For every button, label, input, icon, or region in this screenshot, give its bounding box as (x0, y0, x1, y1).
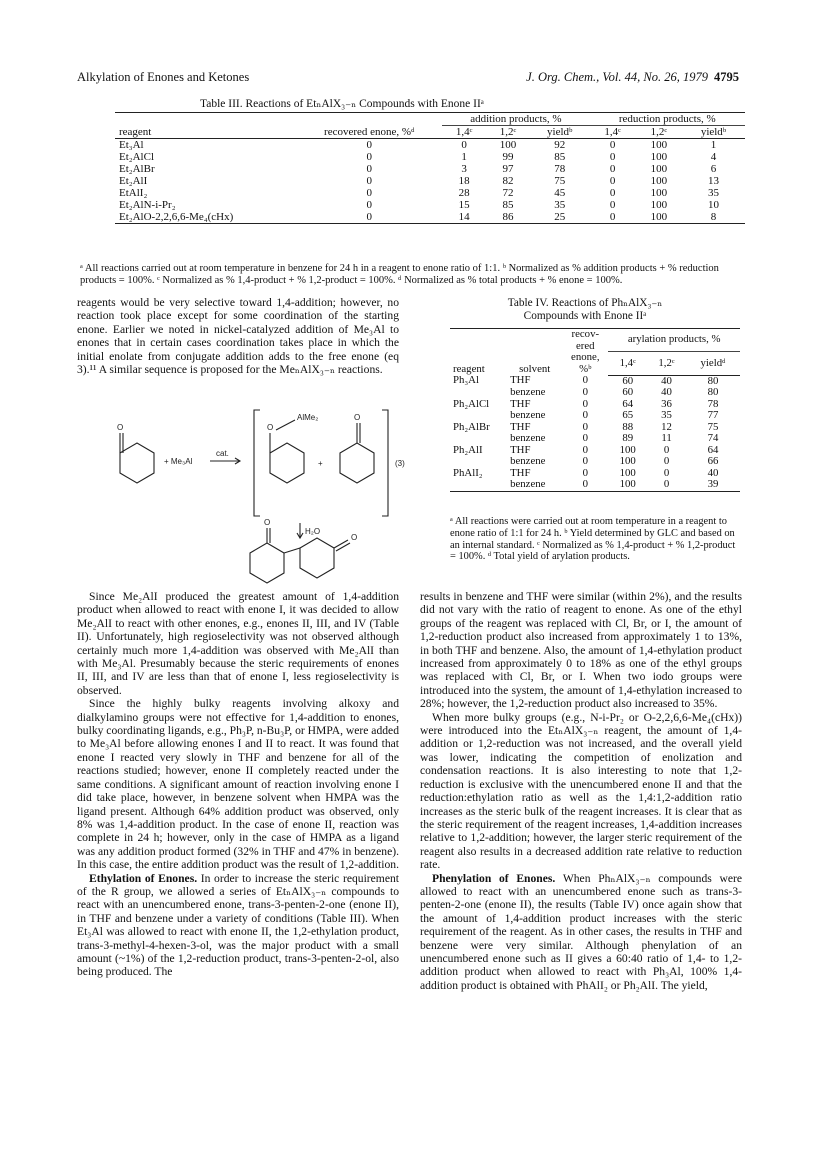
table-row (450, 445, 740, 457)
table-cell: 66 (707, 455, 719, 467)
table-row (450, 456, 740, 468)
table-cell: THF (510, 420, 531, 433)
table-row (450, 375, 740, 387)
table4-header: 1,4ᶜ (608, 352, 647, 375)
table-cell: 80 (707, 386, 719, 398)
table4-header: recov-ered enone, %ᵇ (562, 329, 608, 376)
table-cell: benzene (510, 409, 546, 421)
table-cell: 0 (582, 432, 588, 444)
table-cell: Et₂AlBr (119, 163, 155, 175)
left-column-bottom (77, 590, 399, 979)
table-cell: 0 (609, 139, 616, 151)
table3-caption: Table III. Reactions of EtₙAlX₃₋ₙ Compounds with Enone IIᵃ (200, 98, 484, 110)
table-cell: 100 (636, 211, 682, 224)
table-cell: 0 (582, 409, 588, 421)
table-cell: Et₂AlO-2,2,6,6-Me₄(cHx) (115, 211, 296, 224)
table-cell: 12 (661, 420, 672, 433)
table-cell: benzene (510, 386, 546, 398)
table-cell: 0 (647, 479, 686, 491)
table4-caption: Table IV. Reactions of PhₙAlX₃₋ₙ Compounds with Enone IIᵃ (507, 297, 663, 322)
table-cell: benzene (510, 432, 546, 444)
table-cell: 89 (622, 432, 634, 444)
table4-header: reagent (450, 329, 507, 376)
header-title: Alkylation of Enones and Ketones (77, 70, 250, 84)
table-cell: 0 (366, 199, 373, 211)
table-cell: 77 (707, 409, 719, 421)
table-cell: 78 (707, 397, 719, 410)
table3-group-addition: addition products, % (442, 113, 589, 126)
table-cell: 11 (661, 432, 672, 444)
table-cell: 8 (682, 211, 745, 224)
table-cell: 60 (622, 386, 634, 398)
table-cell: 40 (661, 386, 672, 398)
table3-header: recovered enone, %ᵈ (296, 126, 442, 139)
table3-header: yieldᵇ (530, 126, 590, 139)
svg-text:O: O (354, 413, 361, 422)
table-cell: 35 (661, 409, 672, 421)
table-cell: 100 (650, 199, 668, 211)
table-cell: 60 (622, 374, 634, 387)
table-cell: 13 (708, 175, 720, 187)
table-cell: 88 (622, 420, 634, 433)
scheme-almer: AlMe₂ (297, 413, 319, 422)
right-column (420, 590, 742, 992)
table3-header: 1,2ᶜ (636, 126, 682, 139)
table-cell: 99 (502, 151, 514, 163)
scheme-cat: cat. (216, 449, 229, 458)
table-cell: 100 (619, 466, 636, 479)
table-row (450, 399, 740, 411)
table3-header: 1,4ᶜ (442, 126, 486, 139)
svg-text:O: O (351, 533, 358, 542)
table4-header: solvent (507, 329, 562, 376)
table-cell: 0 (582, 455, 588, 467)
table-cell: 86 (486, 211, 530, 224)
table-cell: 0 (366, 139, 373, 151)
table-cell: 0 (366, 163, 373, 175)
table-cell: Et₂AlI (119, 175, 148, 187)
table-cell: 40 (661, 374, 672, 387)
table-cell: 0 (609, 151, 616, 163)
table-cell: 97 (502, 163, 514, 175)
table3-header: reagent (115, 126, 296, 139)
table-row (115, 139, 745, 152)
table-cell: 100 (619, 443, 636, 456)
table-cell: PhAlI₂ (453, 466, 483, 479)
table-row (115, 199, 745, 211)
cyclohexenone-ring (120, 443, 154, 483)
table-cell: THF (510, 397, 531, 410)
table-cell: 28 (458, 187, 470, 199)
table-cell: 0 (582, 443, 588, 456)
paragraph: When more bulky groups (e.g., N-i-Pr₂ or O-2,2,6,6-Me₄(cHx)) were introduced into the EtₙAlX₃₋ₙ reagent, the amount of 1,4-addition or 1,2-reduction was not increased, and the overall yield was lower, indicating the competition of enolization and condensation reactions. It is also interesting to note that 1,2-reduction is exclusive with the unencumbered enone II and that the reduction:ethylation ratio as well as the 1,4:1,2-addition ratio increases as the steric bulk of the reagent increases. It is clear that as the steric requirement of the reagent increases, 1,4-addition increases relative to 1,2-addition; however, the larger steric requirement of the reagent also results in a decreased addition rate relative to reduction rate. (420, 710, 742, 872)
table-cell: 100 (608, 479, 647, 491)
table-cell: 3 (461, 163, 467, 175)
table-cell (450, 433, 507, 445)
table-cell: 36 (661, 397, 672, 410)
table4-footnote: ᵃ All reactions were carried out at room temperature in a reagent to enone ratio of 1:1 for 24 h. ᵇ Yield determined by GLC and based on an internal standard. ᶜ Normalized as % 1,4-product + % 1,2-product = 100%. ᵈ Total yield of arylation products. (450, 516, 736, 563)
table-cell: 25 (530, 211, 590, 224)
table-cell: Et₂AlCl (119, 151, 155, 163)
left-column-top (77, 296, 399, 376)
page-number: 4795 (714, 70, 739, 84)
table-cell: 100 (499, 139, 517, 151)
table-cell: 39 (686, 479, 740, 491)
table3-footnote: ᵃ All reactions carried out at room temperature in benzene for 24 h in a reagent to enone ratio of 1:1. ᵇ Normalized as % addition products + % reduction products = 100%. ᶜ Normalized as % 1,4-product + % 1,2-product = 100%. ᵈ Normalized as % total products + % enone = 100%. (80, 263, 719, 286)
table-cell: benzene (507, 479, 562, 491)
table4-header: yieldᵈ (686, 352, 740, 375)
table3-header: 1,4ᶜ (590, 126, 636, 139)
table-cell: 45 (554, 187, 566, 199)
table-cell: 35 (554, 199, 566, 211)
table-cell: 0 (582, 374, 588, 387)
table-cell: 0 (609, 187, 616, 199)
table-cell: 0 (609, 163, 616, 175)
table-cell: 85 (502, 199, 514, 211)
table-cell: Ph₂AlI (453, 443, 483, 456)
table-cell: 75 (554, 175, 566, 187)
table-cell: 0 (461, 139, 467, 151)
table-cell (450, 456, 507, 468)
table-cell: 75 (707, 420, 719, 433)
table-cell: 14 (442, 211, 486, 224)
table-cell: 85 (554, 151, 566, 163)
table4 (450, 328, 740, 492)
table-cell: 80 (707, 374, 719, 387)
table-cell: THF (510, 466, 531, 479)
table-cell: 4 (710, 151, 717, 163)
table-cell: 1 (710, 139, 717, 151)
table-cell: THF (510, 443, 531, 456)
table-row (450, 479, 740, 491)
table-row (115, 175, 745, 187)
table-cell: 100 (650, 163, 668, 175)
table-row (450, 433, 740, 445)
table-cell: 0 (582, 466, 588, 479)
table-cell: 72 (502, 187, 514, 199)
table-cell: 0 (582, 386, 588, 398)
table-cell: 6 (710, 163, 717, 175)
table-cell: Et₂AlN-i-Pr₂ (119, 199, 176, 211)
table-cell: 100 (650, 175, 668, 187)
table3-group-reduction: reduction products, % (590, 113, 745, 126)
table-cell: 0 (663, 443, 670, 456)
table-cell: 100 (619, 455, 636, 467)
svg-text:O: O (117, 423, 124, 432)
table-row (115, 163, 745, 175)
table-cell: 0 (582, 397, 588, 410)
enolate-ring (270, 443, 304, 483)
scheme-me3al: + Me₃Al (164, 457, 193, 466)
table3 (115, 112, 745, 224)
table-cell (450, 387, 507, 399)
scheme-h2o: H₂O (305, 527, 321, 536)
svg-text:O: O (264, 518, 271, 527)
table-cell: 1 (461, 151, 467, 163)
table-cell: 100 (650, 151, 668, 163)
paragraph: results in benzene and THF were similar (within 2%), and the results did not vary with the ratio of reagent to enone. As one of the ethyl groups of the reagent was replaced with Cl, Br, or I, the amount of 1,2-reduction product also increased from approximately 1 to 13%, in both THF and benzene. Also, the amount of 1,4-ethylation product increased from approximately 0 to 18% as one of the ethyl groups was replaced with Cl, Br, or I. When two iodo groups were introduced into the system, the amount of 1,4-ethylation increased to 28%; however, the 1,2-reduction product also increased to 35%. (420, 590, 742, 711)
table4-group: arylation products, % (608, 329, 740, 352)
table-cell: 0 (663, 466, 670, 479)
scheme-plus: + (318, 459, 323, 468)
table-cell: 0 (366, 175, 373, 187)
table-cell: Ph₃Al (453, 374, 479, 387)
table3-header: yieldᵇ (682, 126, 745, 139)
table4-header: 1,2ᶜ (647, 352, 686, 375)
table-cell: 100 (650, 187, 668, 199)
table-cell: 82 (502, 175, 514, 187)
table-row (115, 151, 745, 163)
table-cell: 65 (622, 409, 634, 421)
table-cell: 64 (622, 397, 634, 410)
table-row (115, 211, 745, 224)
table-row (450, 387, 740, 399)
svg-text:O: O (267, 423, 274, 432)
table-cell: 0 (296, 211, 442, 224)
paragraph: Since Me₂AlI produced the greatest amount of 1,4-addition product when allowed to react with enone I, it was decided to allow Me₂AlI to react with other enones, e.g., enones II, III, and IV (Table II). Unfortunately, high regioselectivity was not observed although certainly much more 1,4-addition was observed with Me₂AlI than with Me₃Al. Presumably because the steric requirements of enones II, III, and IV are less than that of enone I, less regioselectivity is observed. (77, 590, 399, 697)
scheme-eq-number: (3) (395, 459, 405, 468)
table-cell: benzene (510, 455, 546, 467)
table-cell: 0 (609, 199, 616, 211)
table-cell: 92 (554, 139, 566, 151)
table-cell: 74 (707, 432, 719, 444)
table-cell: Et₃Al (119, 139, 144, 151)
table3-header: 1,2ᶜ (486, 126, 530, 139)
table-cell: EtAlI₂ (119, 187, 148, 199)
table-cell: 64 (707, 443, 719, 456)
table-cell (450, 410, 507, 422)
table-cell: 0 (609, 175, 616, 187)
table-cell: 0 (582, 420, 588, 433)
table-cell: THF (510, 374, 531, 387)
paragraph: Ethylation of Enones. In order to increase the steric requirement of the R group, we allowed a series of EtₙAlX₃₋ₙ compounds to react with an unencumbered enone, trans-3-penten-2-one (enone II), in THF and benzene under a variety of conditions (Table III). When Et₃Al was allowed to react with enone II, the 1,2-ethylation product, trans-3-methyl-4-hexen-3-ol, was the major product with a small amount (~1%) of the 1,2-reduction product, trans-3-penten-2-ol, also being produced. The (77, 871, 399, 979)
table-cell: 100 (650, 139, 668, 151)
section-heading: Phenylation of Enones. (432, 871, 556, 885)
table-cell (450, 479, 507, 491)
table-row (450, 468, 740, 480)
table-row (450, 410, 740, 422)
table-cell: 78 (554, 163, 566, 175)
table-row (115, 187, 745, 199)
table-cell: Ph₂AlCl (453, 397, 490, 410)
table-cell: 0 (366, 151, 373, 163)
table-cell: 35 (708, 187, 720, 199)
paragraph: Since the highly bulky reagents involving alkoxy and dialkylamino groups were not effective for 1,4-addition to enones, bulky coordinating ligands, e.g., Ph₃P, n-Bu₃P, or HMPA, were added to Me₃Al before allowing enones I and II to react. It was found that enone I reacted very slowly in THF and benzene for all of the reactions studied; however, enone II completely reacted under the same conditions. A significant amount of reaction involving enone I did take place, however, in benzene solvent when HMPA was the ligand present. Although 64% addition product was observed, only 8% was 1,4-addition product. In the case of enone II, reaction was complete in 24 h; however, only in the case of HMPA as a ligand was any addition product formed (32% in THF and 47% in benzene). In this case, the entire addition product was the result of 1,2-addition. (77, 697, 399, 872)
table-cell: 10 (708, 199, 720, 211)
table-cell: 0 (562, 479, 608, 491)
table-cell: 0 (590, 211, 636, 224)
section-heading: Ethylation of Enones. (89, 871, 198, 885)
reaction-scheme-eq3 (100, 398, 410, 588)
table-cell: Ph₂AlBr (453, 420, 490, 433)
header-journal: J. Org. Chem., Vol. 44, No. 26, 1979 4795 (526, 70, 739, 84)
table-cell: 18 (458, 175, 470, 187)
table-cell: 40 (707, 466, 719, 479)
paragraph: reagents would be very selective toward 1,4-addition; however, no reaction took place except for some coordination of the starting enone. Earlier we noted in nickel-catalyzed addition of Me₃Al to enones that in certain cases coordination takes place in which the initial enolate from conjugate addition adds to the free enone (eq 3).¹¹ A similar sequence is proposed for the MeₙAlX₃₋ₙ reactions. (77, 296, 399, 377)
table-cell: 0 (366, 187, 373, 199)
table-cell: 15 (458, 199, 470, 211)
table-row (450, 422, 740, 434)
table-cell: 0 (663, 455, 670, 467)
paragraph: Phenylation of Enones. When PhₙAlX₃₋ₙ compounds were allowed to react with an unencumbered enone such as trans-3-penten-2-one (enone II), the results (Table IV) once again show that the amount of 1,4-addition product increases with the steric requirement of the reagent. As in other cases, the results in THF and benzene were very similar. Although phenylation of an unencumbered enone such as II gives a 60:40 ratio of 1,4- to 1,2-addition product when allowed to react with Ph₃Al, 100% 1,4-addition product is obtained with PhAlI₂ or Ph₂AlI. The yield, (420, 871, 742, 992)
